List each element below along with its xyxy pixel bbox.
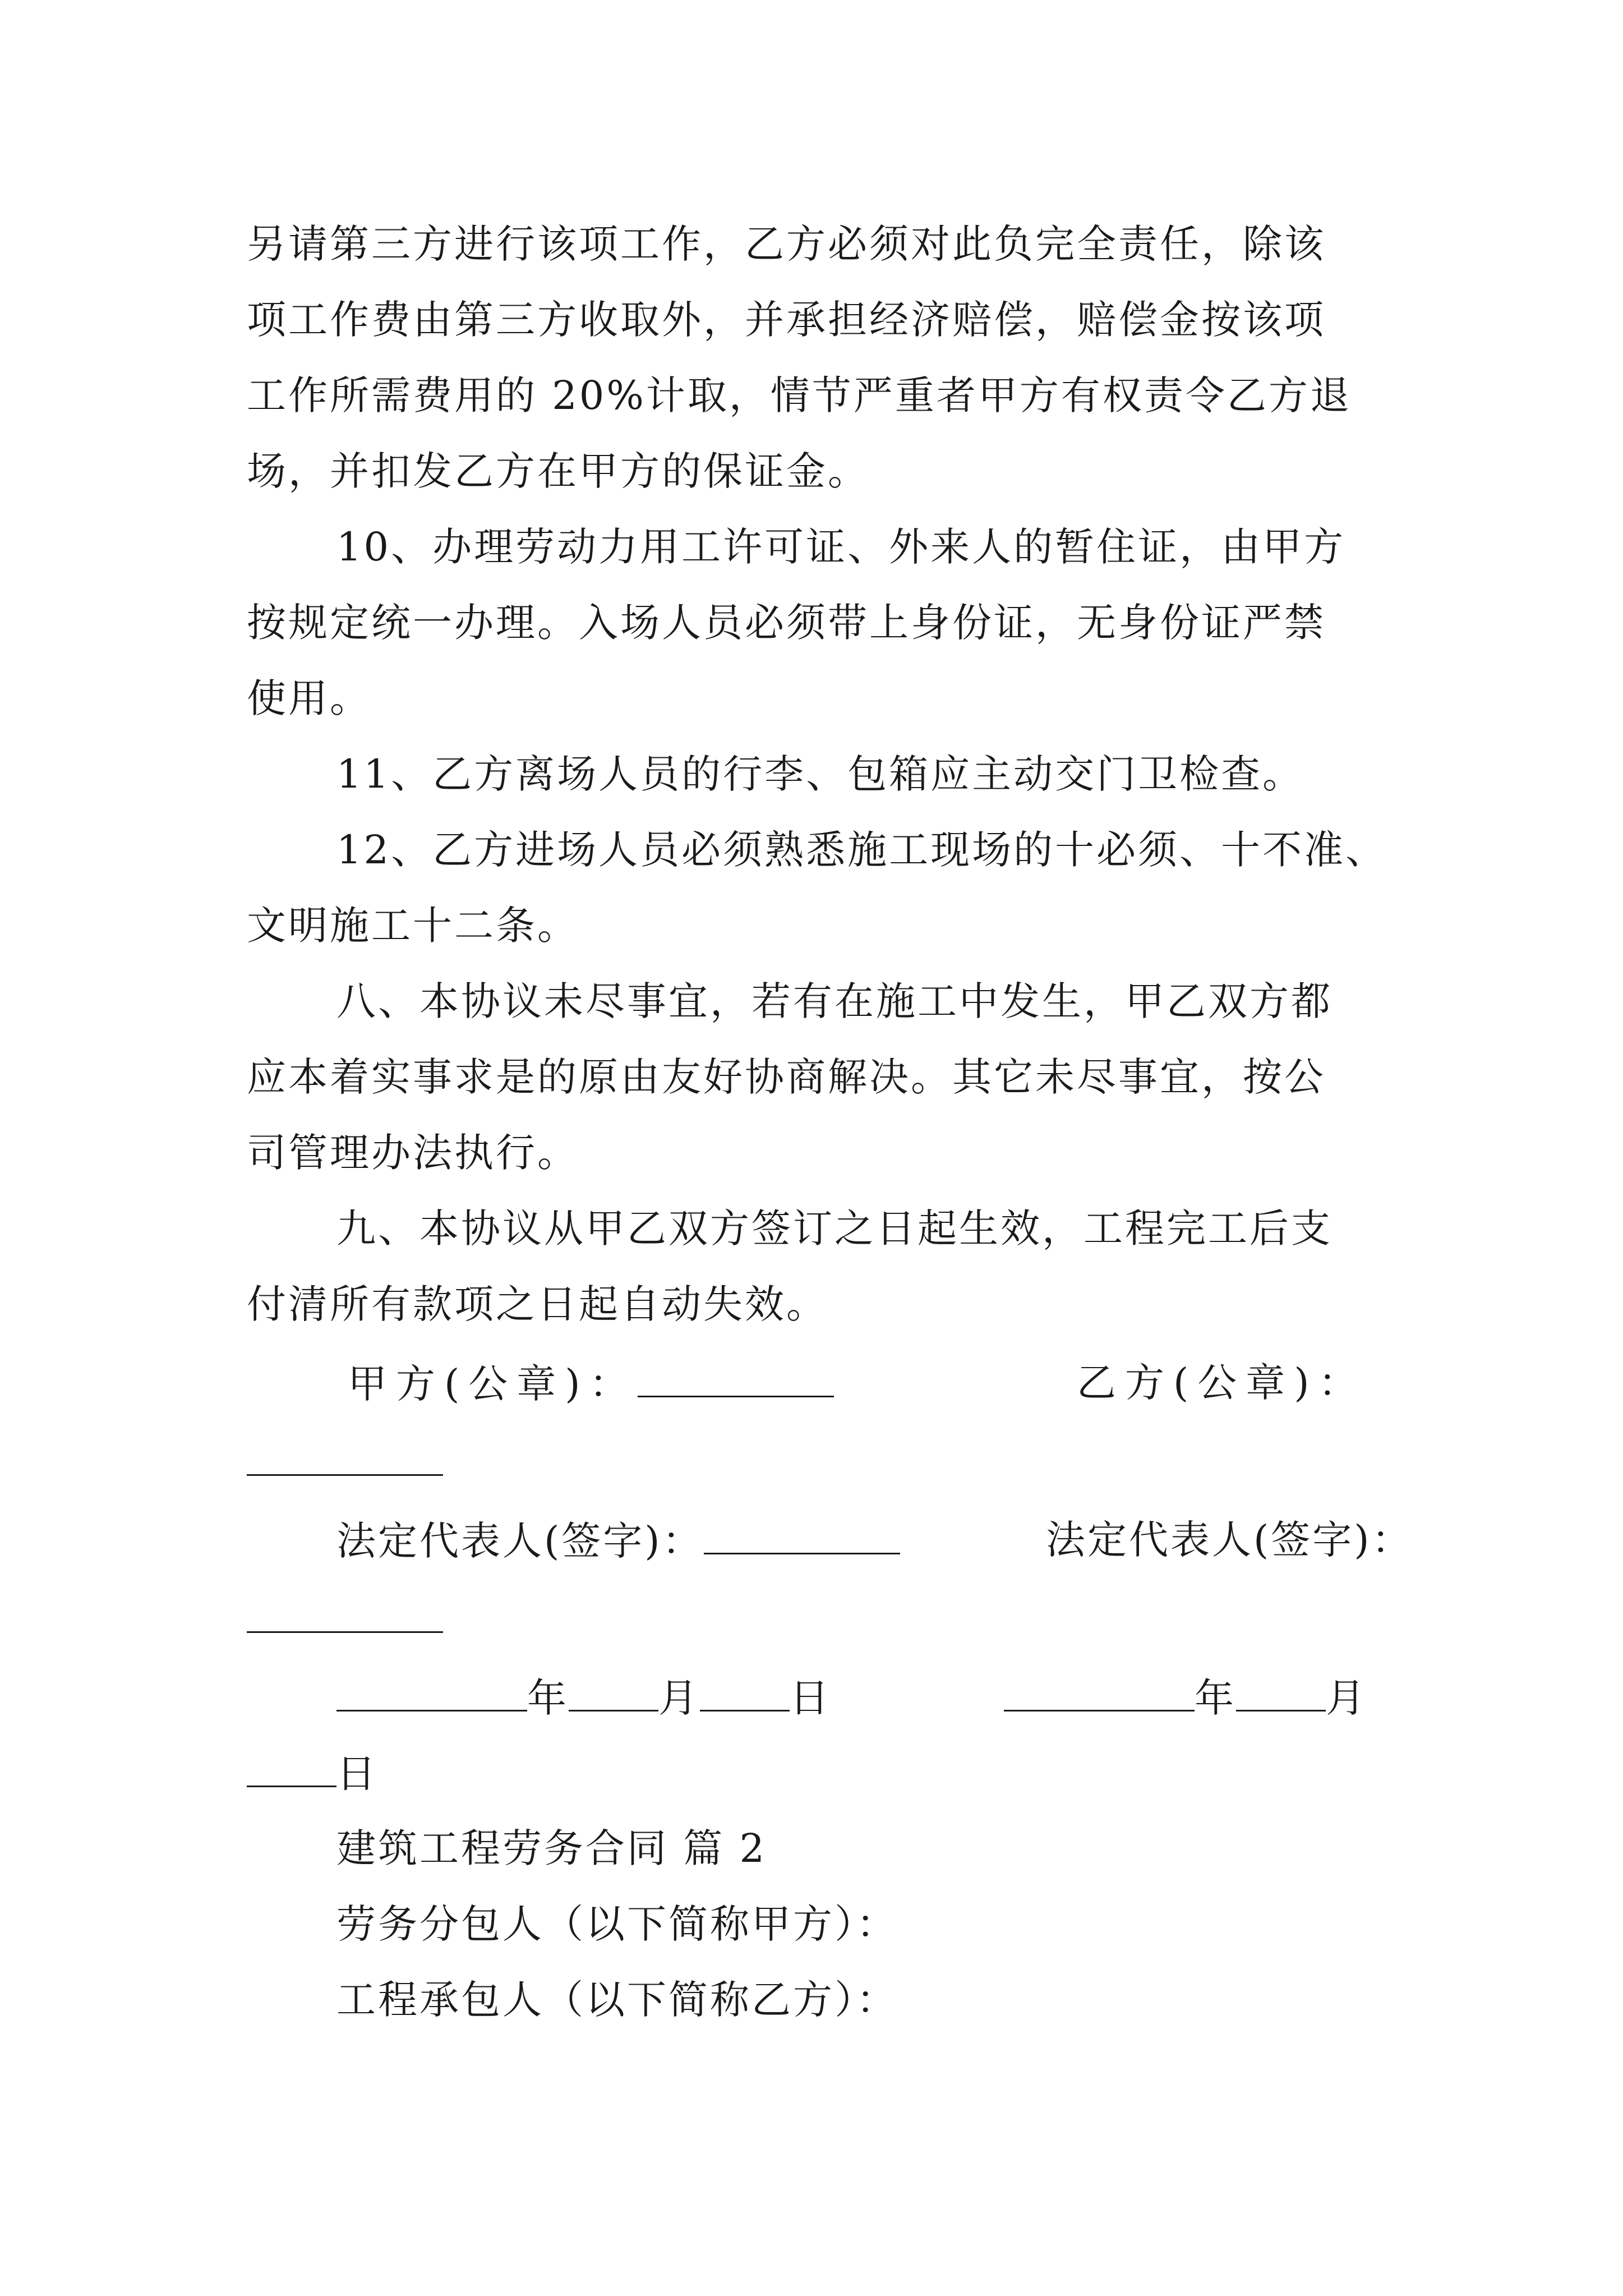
date-a-year-label: 年	[527, 1675, 569, 1721]
rep-b-blank	[247, 1599, 443, 1633]
paragraph-line: 付清所有款项之日起自动失效。	[247, 1281, 828, 1327]
party-b-seal-row	[1077, 1360, 1367, 1406]
date-b-year-label: 年	[1195, 1675, 1236, 1721]
paragraph-line: 应本着实事求是的原由友好协商解决。其它未尽事宜，按公	[247, 1054, 1326, 1100]
paragraph-line: 工作所需费用的 20%计取，情节严重者甲方有权责令乙方退	[247, 372, 1352, 418]
date-b-day-label: 日	[336, 1751, 378, 1797]
paragraph-line: 按规定统一办理。入场人员必须带上身份证，无身份证严禁	[247, 600, 1326, 646]
date-a-year-blank	[336, 1677, 527, 1711]
date-a-day-blank	[700, 1677, 790, 1711]
date-a-month-blank	[569, 1677, 658, 1711]
party-a-seal-row	[348, 1361, 834, 1407]
rep-b-label: 法定代表人(签字)：	[1046, 1517, 1413, 1563]
rep-a-blank	[704, 1520, 900, 1554]
date-b-row	[1004, 1675, 1367, 1721]
party-b-seal-label: 乙方(公章)：	[1077, 1360, 1367, 1406]
section-2-party-a: 劳务分包人（以下简称甲方）：	[336, 1901, 898, 1947]
party-a-seal-blank	[638, 1363, 834, 1397]
rep-b-row-cont	[247, 1599, 443, 1639]
party-a-seal-label: 甲方(公章)：	[348, 1361, 638, 1407]
clause-12-line: 12、乙方进场人员必须熟悉施工现场的十必须、十不准、	[336, 827, 1387, 873]
date-b-month-blank	[1236, 1677, 1326, 1711]
paragraph-line: 使用。	[247, 675, 371, 721]
article-9-line: 九、本协议从甲乙双方签订之日起生效，工程完工后支	[336, 1205, 1332, 1251]
date-b-year-blank	[1004, 1677, 1195, 1711]
clause-10-line: 10、办理劳动力用工许可证、外来人的暂住证，由甲方	[336, 524, 1346, 570]
party-b-seal-blank	[247, 1442, 443, 1476]
date-b-row-cont	[247, 1751, 378, 1797]
article-8-line: 八、本协议未尽事宜，若有在施工中发生，甲乙双方都	[336, 978, 1332, 1024]
paragraph-line: 文明施工十二条。	[247, 903, 579, 949]
date-b-day-blank	[247, 1753, 336, 1787]
date-a-month-label: 月	[658, 1675, 700, 1721]
date-a-day-label: 日	[790, 1675, 831, 1721]
rep-a-label: 法定代表人(签字)：	[336, 1518, 704, 1564]
clause-11-line: 11、乙方离场人员的行李、包箱应主动交门卫检查。	[336, 751, 1304, 797]
rep-b-row	[1046, 1517, 1413, 1563]
paragraph-line: 场，并扣发乙方在甲方的保证金。	[247, 448, 869, 494]
paragraph-line: 司管理办法执行。	[247, 1130, 579, 1176]
paragraph-line: 另请第三方进行该项工作，乙方必须对此负完全责任，除该	[247, 221, 1326, 267]
section-2-party-b: 工程承包人（以下简称乙方）：	[336, 1977, 898, 2023]
section-2-title: 建筑工程劳务合同 篇 2	[336, 1825, 767, 1871]
rep-a-row	[336, 1518, 900, 1564]
party-b-seal-row-cont	[247, 1442, 443, 1482]
date-a-row	[336, 1675, 831, 1721]
date-b-month-label: 月	[1326, 1675, 1367, 1721]
paragraph-line: 项工作费由第三方收取外，并承担经济赔偿，赔偿金按该项	[247, 297, 1326, 343]
